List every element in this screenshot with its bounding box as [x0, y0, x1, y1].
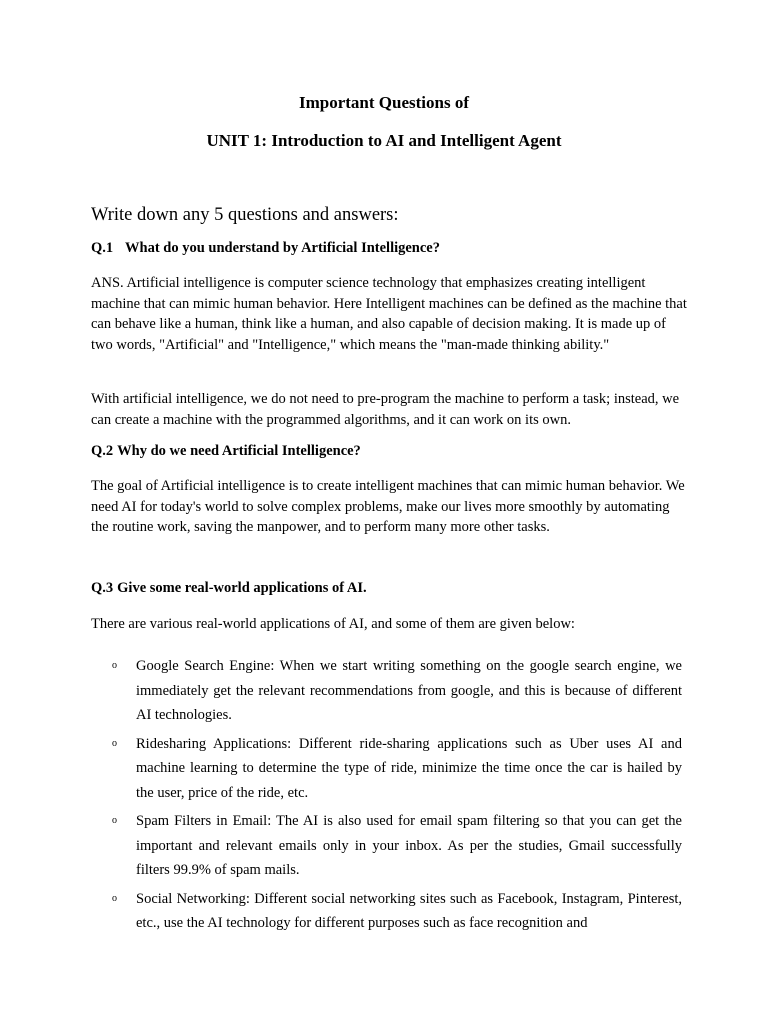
list-item-text: Ridesharing Applications: Different ride-sharing applications such as Uber uses AI and machine learning to determine the type of ride, minimize the time once the car is hailed by the user, price of the ride, etc.	[136, 735, 682, 801]
applications-list	[112, 654, 682, 940]
list-item-text: Social Networking: Different social networking sites such as Facebook, Instagram, Pinterest, etc., use the AI technology for different purposes such as face recognition and	[136, 890, 682, 931]
bullet-marker: o	[112, 660, 117, 671]
answer-3-intro: There are various real-world applications of AI, and some of them are given below:	[91, 616, 575, 632]
list-item	[112, 887, 682, 936]
question-1	[91, 240, 440, 257]
unit-heading: UNIT 1: Introduction to AI and Intelligent Agent	[206, 131, 562, 150]
question-3-text: Give some real-world applications of AI.	[117, 580, 367, 596]
list-item-text: Spam Filters in Email: The AI is also used for email spam filtering so that you can get the important and relevant emails only in your inbox. As per the studies, Gmail successfully filters 99.9% of spam mails.	[136, 813, 682, 878]
list-item	[112, 654, 682, 728]
list-item	[112, 732, 682, 806]
list-item	[112, 809, 682, 883]
bullet-marker: o	[112, 737, 117, 749]
question-1-number: Q.1	[91, 240, 114, 256]
answer-2-paragraph: The goal of Artificial intelligence is to create intelligent machines that can mimic human behavior. We need AI for today's world to solve complex problems, make our lives more smoothly by automating the routine work, saving the manpower, and to perform many more other tasks.	[91, 478, 685, 535]
question-1-text: What do you understand by Artificial Intelligence?	[125, 240, 440, 256]
question-2-text: Why do we need Artificial Intelligence?	[117, 443, 361, 459]
answer-1-paragraph-1: ANS. Artificial intelligence is computer science technology that emphasizes creating intelligent machine that can mimic human behavior. Here Intelligent machines can be defined as the machine that can behave like a human, think like a human, and also capable of decision making. It is made up of two words, "Artificial" and "Intelligence," which means the "man-made thinking ability."	[91, 275, 687, 353]
bullet-marker: o	[112, 892, 117, 904]
question-2-number: Q.2	[91, 443, 114, 459]
list-item-text: Google Search Engine: When we start writing something on the google search engine, we immediately get the relevant recommendations from google, and this is because of different AI technologies.	[136, 658, 682, 723]
answer-1-paragraph-2: With artificial intelligence, we do not need to pre-program the machine to perform a task; instead, we can create a machine with the programmed algorithms, and it can work on its own.	[91, 391, 680, 428]
question-2	[91, 443, 361, 460]
intro-instruction: Write down any 5 questions and answers:	[91, 205, 399, 225]
question-3-number: Q.3	[91, 580, 114, 596]
document-title: Important Questions of	[298, 93, 469, 112]
question-3	[91, 580, 367, 597]
bullet-marker: o	[112, 815, 117, 826]
